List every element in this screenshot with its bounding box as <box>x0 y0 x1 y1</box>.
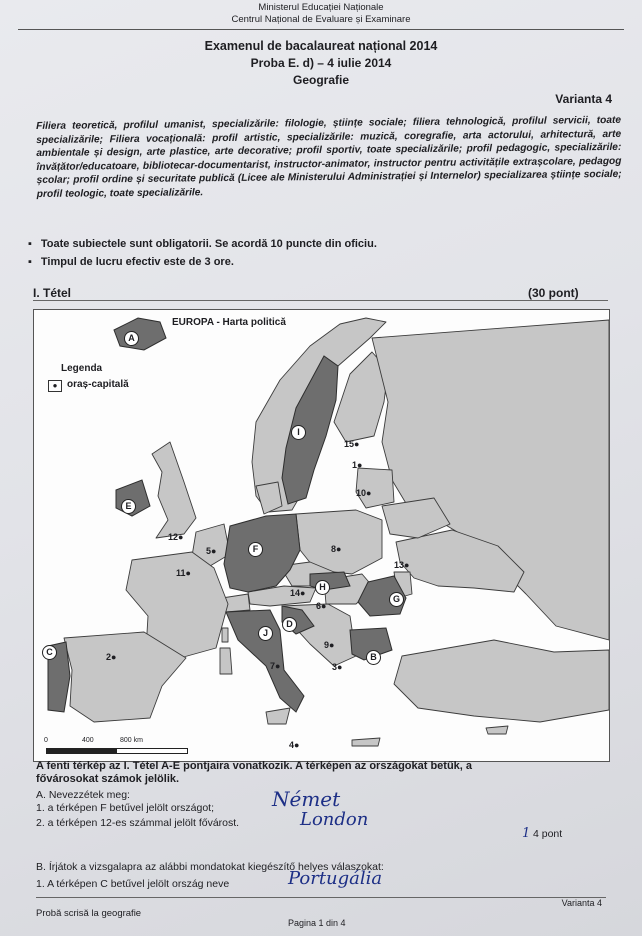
capital-11: 11● <box>176 568 191 578</box>
capital-5: 5● <box>206 546 217 556</box>
section-title: I. Tétel <box>33 286 72 300</box>
bullet-time: ▪ Timpul de lucru efectiv este de 3 ore. <box>28 256 234 268</box>
map-reference-line2: fővárosokat számok jelölik. <box>36 773 180 785</box>
capital-13: 13● <box>394 560 410 570</box>
capital-1: 1● <box>352 460 363 470</box>
country-turkey <box>394 640 609 722</box>
scale-label-400: 400 <box>82 737 94 744</box>
capital-8: 8● <box>331 544 342 554</box>
question-a1: 1. a térképen F betűvel jelölt országot; <box>36 802 215 814</box>
section-points: (30 pont) <box>528 286 579 300</box>
score-a: 4 pont <box>533 828 563 840</box>
island-crete <box>352 738 380 746</box>
exam-subtitle: Proba E. d) – 4 iulie 2014 <box>250 56 392 70</box>
capital-14: 14● <box>290 588 306 598</box>
country-label-e: E <box>121 499 136 514</box>
map-drawing <box>34 310 609 761</box>
center-name: Centrul Național de Evaluare și Examinare <box>231 14 411 25</box>
island-sardinia <box>220 648 232 674</box>
legend-title: Legenda <box>61 363 103 374</box>
country-label-d: D <box>282 617 297 632</box>
footer-left: Probă scrisă la geografie <box>36 908 142 919</box>
ministry-name: Ministerul Educației Naționale <box>258 2 384 13</box>
capital-12: 12● <box>168 532 184 542</box>
country-a-iceland <box>114 318 166 350</box>
score-mark-handwritten: 1 <box>522 826 531 841</box>
question-a2: 2. a térképen 12-es számmal jelölt fővárost. <box>36 817 240 829</box>
country-label-h: H <box>315 580 330 595</box>
capital-4: 4● <box>289 740 300 750</box>
capital-city-marker-icon: ● <box>48 380 62 392</box>
capital-10: 10● <box>356 488 372 498</box>
map-reference-line1: A fenti térkép az I. Tétel A-E pontjaira vonatkozik. A térképen az országokat betűk, a <box>36 760 473 772</box>
capital-9: 9● <box>324 640 335 650</box>
exam-title: Examenul de bacalaureat național 2014 <box>204 39 438 53</box>
bullet-mandatory: ▪ Toate subiectele sunt obligatorii. Se acordă 10 puncte din oficiu. <box>28 238 377 250</box>
footer-page: Pagina 1 din 4 <box>288 918 346 928</box>
country-label-b: B <box>366 650 381 665</box>
scale-label-800: 800 km <box>120 737 143 744</box>
country-label-c: C <box>42 645 57 660</box>
answer-b1-handwritten: Portugália <box>288 868 383 889</box>
capital-7: 7● <box>270 661 281 671</box>
scale-label-0: 0 <box>44 737 48 744</box>
country-label-g: G <box>389 592 404 607</box>
exam-profiles-text: Filiera teoretică, profilul umanist, specializările: filologie, științe sociale; filiera tehnologică, profilul servicii, toate specializările; Filiera vocațională: profil artistic, specializările: muzică, coregrafie, arta actorului, arhitectură, arte ambientale și design, arte plastice, arte decorative; profil sportiv, toate specializările; profil pedagogic, specializările: învățător/educatoare, bibliotecar-documentarist, instructor-animator, instructor pentru activitățile extrașcolare, pedagog școlar; profil ordine și securitate publică (Licee ale Ministerului Administrației și Internelor) specializarea științe sociale; profil teologic, toate specializările. <box>36 114 622 200</box>
europe-political-map <box>33 309 610 762</box>
answer-a2-handwritten: London <box>300 809 369 830</box>
capital-2: 2● <box>106 652 117 662</box>
section-underline <box>33 300 608 301</box>
country-great-britain <box>152 442 196 538</box>
scale-bar <box>46 748 188 754</box>
capital-15: 15● <box>344 439 360 449</box>
header-divider <box>18 29 624 30</box>
question-a-title: A. Nevezzétek meg: <box>36 789 130 801</box>
island-sicily <box>266 708 290 724</box>
map-title: EUROPA - Harta politică <box>172 317 286 328</box>
island-cyprus <box>486 726 508 734</box>
country-label-j: J <box>258 626 273 641</box>
country-label-f: F <box>248 542 263 557</box>
island-corsica <box>222 628 228 642</box>
answer-a1-handwritten: Német <box>272 787 341 811</box>
capital-3: 3● <box>332 662 343 672</box>
legend-item: oraș-capitală <box>67 379 129 390</box>
question-b1: 1. A térképen C betűvel jelölt ország neve <box>36 878 230 890</box>
capital-6: 6● <box>316 601 327 611</box>
footer-right: Varianta 4 <box>561 898 602 908</box>
variant-label: Varianta 4 <box>555 92 612 106</box>
subject-name: Geografie <box>292 73 349 87</box>
footer-divider <box>36 897 606 898</box>
question-b-title: B. Írjátok a vizsgalapra az alábbi mondatokat kiegészítő helyes válaszokat: <box>36 861 384 873</box>
country-label-a: A <box>124 331 139 346</box>
country-label-i: I <box>291 425 306 440</box>
